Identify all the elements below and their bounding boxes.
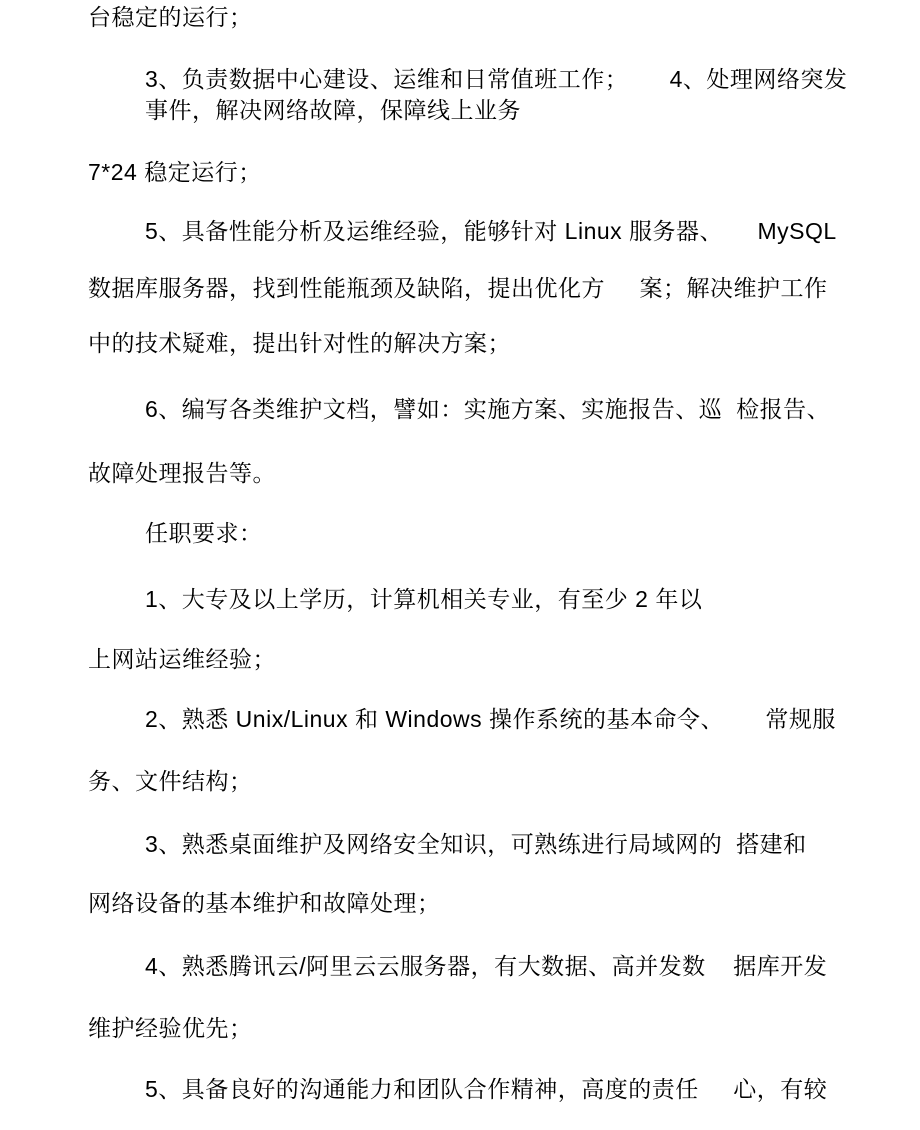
doc-line: 5、具备良好的沟通能力和团队合作精神，高度的责任 心，有较 [145,1076,828,1102]
doc-line: 3、负责数据中心建设、运维和日常值班工作； 4、处理网络突发 [145,66,848,92]
doc-line: 1、大专及以上学历，计算机相关专业，有至少 2 年以 [145,586,703,612]
doc-line: 上网站运维经验； [88,646,276,672]
doc-line: 3、熟悉桌面维护及网络安全知识，可熟练进行局域网的 搭建和 [145,831,807,857]
doc-line: 事件，解决网络故障，保障线上业务 [145,97,521,123]
doc-line: 台稳定的运行； [88,4,253,30]
doc-line: 维护经验优先； [88,1015,253,1041]
doc-line: 务、文件结构； [88,768,253,794]
doc-line: 6、编写各类维护文档，譬如：实施方案、实施报告、巡 检报告、 [145,396,831,422]
doc-section-heading: 任职要求： [145,520,263,546]
doc-line: 2、熟悉 Unix/Linux 和 Windows 操作系统的基本命令、 常规服 [145,706,836,732]
doc-line: 故障处理报告等。 [88,460,276,486]
doc-line: 中的技术疑难，提出针对性的解决方案； [88,330,511,356]
doc-line: 网络设备的基本维护和故障处理； [88,890,441,916]
doc-line: 4、熟悉腾讯云/阿里云云服务器，有大数据、高并发数 据库开发 [145,953,828,979]
doc-line: 5、具备性能分析及运维经验，能够针对 Linux 服务器、 MySQL [145,218,837,244]
doc-line: 数据库服务器，找到性能瓶颈及缺陷，提出优化方 案；解决维护工作 [88,275,828,301]
doc-line: 7*24 稳定运行； [88,159,262,185]
